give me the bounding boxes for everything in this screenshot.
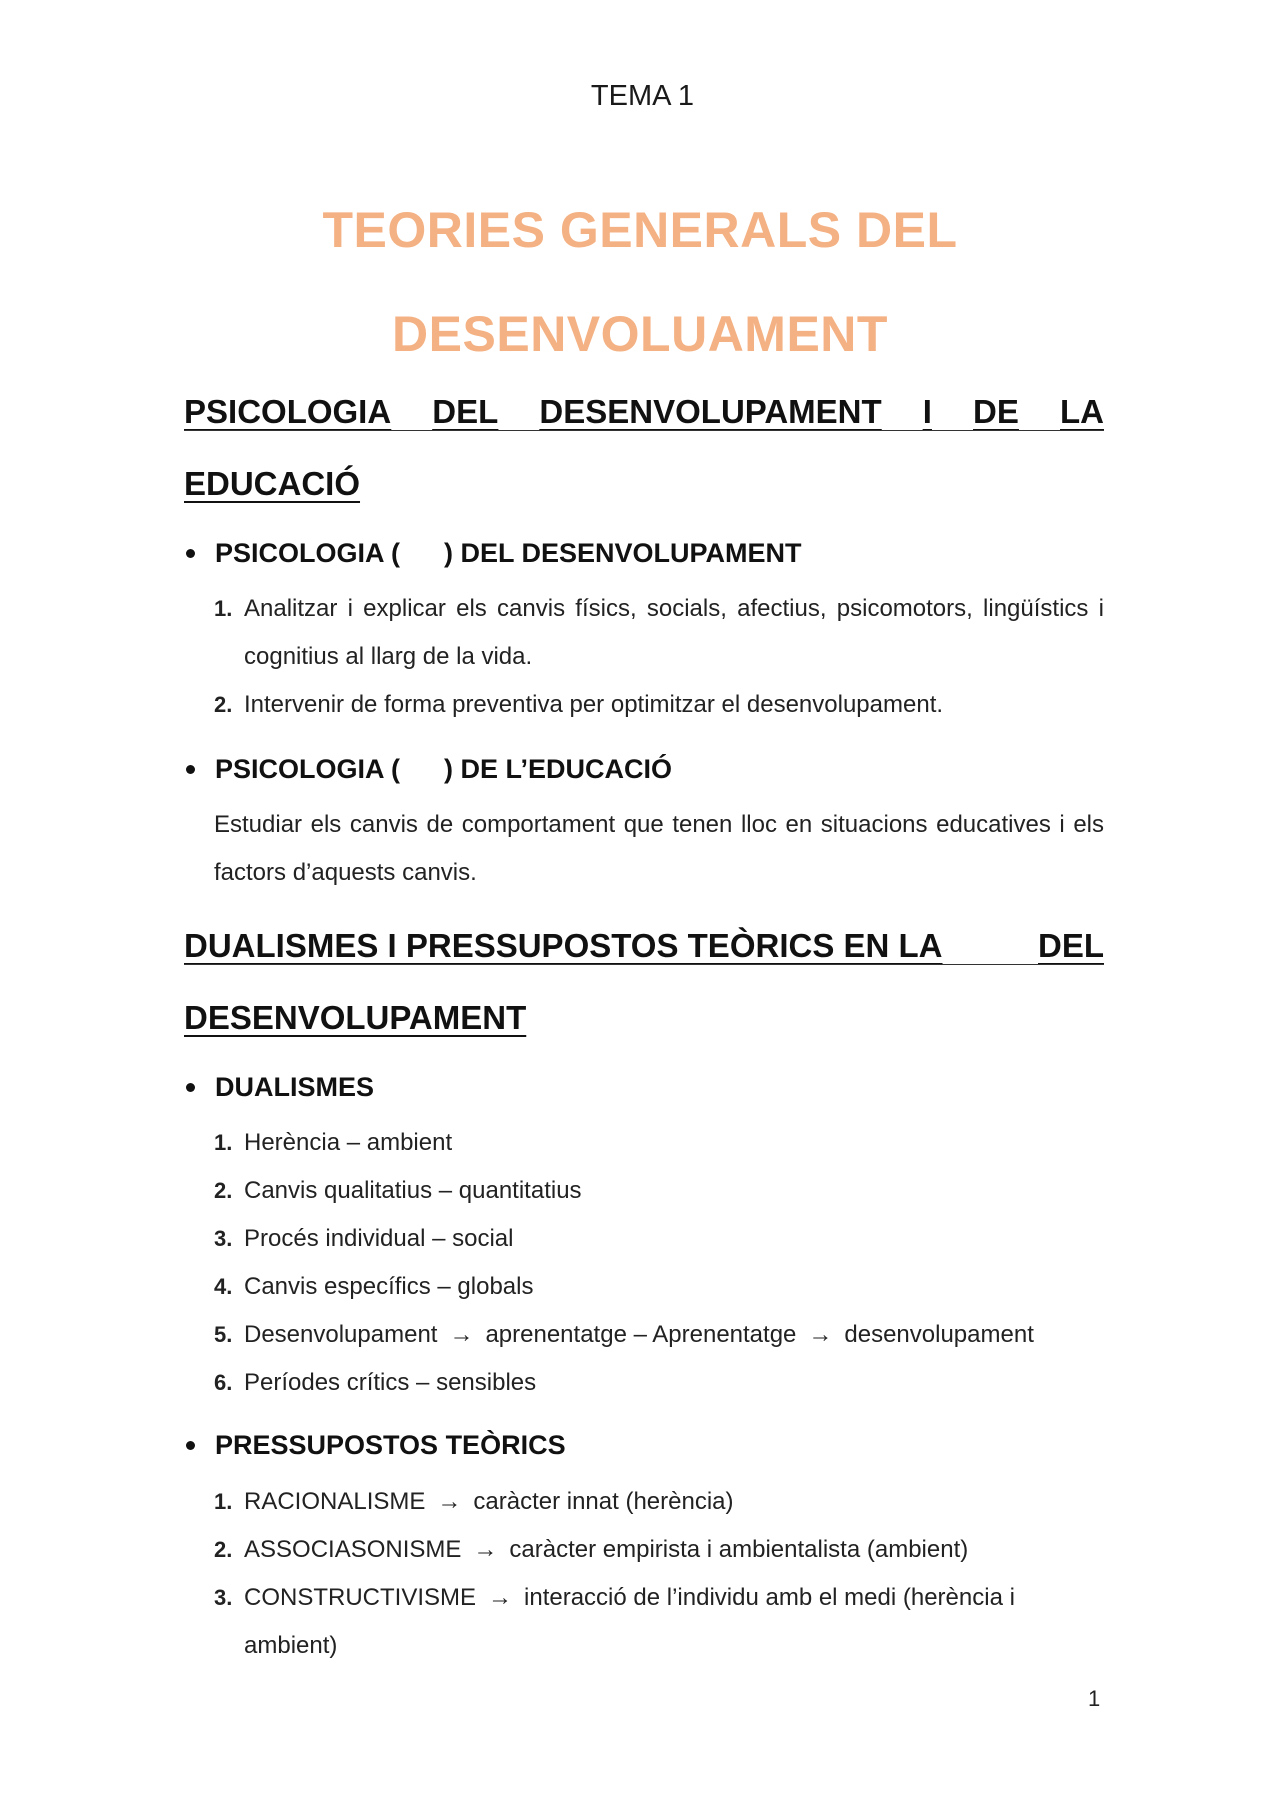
bullet-pressupostos (184, 1430, 1104, 1461)
bullet-dualismes (184, 1072, 1104, 1103)
heading-word: DEL (1038, 927, 1104, 964)
arrow-right-icon: → (437, 1488, 462, 1515)
list-item-part: aprenentatge – Aprenentatge (485, 1321, 797, 1348)
page-number: 1 (1088, 1686, 1101, 1711)
section-heading-line-2 (184, 982, 1104, 1054)
list-number: 1. (214, 1489, 233, 1514)
list-item (214, 1574, 1104, 1670)
list-item-text: Herència – ambient (244, 1129, 453, 1156)
list-item (214, 1167, 1104, 1215)
bullet-title: PRESSUPOSTOS TEÒRICS (215, 1430, 566, 1460)
list-item-text (244, 1311, 1104, 1359)
heading-word: DE (973, 393, 1019, 430)
list-item (214, 585, 1104, 681)
bullet-dot (186, 549, 195, 558)
theory-description: caràcter empirista i ambientalista (ambient) (509, 1536, 969, 1563)
arrow-right-icon: → (473, 1536, 498, 1563)
section-heading-line-1 (184, 910, 1104, 982)
section-heading-dualismes (184, 910, 1104, 1054)
bullet-psicologia-desenvolupament (184, 538, 1104, 569)
list-number: 2. (214, 1537, 233, 1562)
list-number: 1. (214, 1130, 233, 1155)
arrow-right-icon: → (488, 1584, 513, 1611)
list-number: 3. (214, 1585, 233, 1610)
bullet-dot (186, 1083, 195, 1092)
paragraph-educacio: Estudiar els canvis de comportament que tenen lloc en situacions educatives i els factors d’aquests canvis. (214, 811, 1104, 886)
list-number: 3. (214, 1226, 233, 1251)
numbered-list-pressupostos (214, 1478, 1104, 1670)
heading-word: EDUCACIÓ (184, 465, 361, 502)
list-item-part: desenvolupament (844, 1321, 1034, 1348)
bullet-title-start: PSICOLOGIA ( (215, 754, 401, 784)
list-number: 2. (214, 1178, 233, 1203)
list-item (214, 1311, 1104, 1359)
list-number: 4. (214, 1274, 233, 1299)
bullet-title: DUALISMES (215, 1072, 375, 1102)
theory-term: RACIONALISME (244, 1488, 426, 1515)
title-line-2: DESENVOLUAMENT (392, 306, 888, 362)
list-item-text: Intervenir de forma preventiva per optimitzar el desenvolupament. (244, 691, 944, 718)
heading-underline (184, 430, 1104, 431)
list-item-text: Canvis específics – globals (244, 1273, 534, 1300)
heading-word: PSICOLOGIA (184, 393, 392, 430)
list-item-part: Desenvolupament (244, 1321, 438, 1348)
heading-word: I (922, 393, 932, 430)
list-item-text: Períodes crítics – sensibles (244, 1369, 537, 1396)
heading-word: DEL (432, 393, 499, 430)
bullet-dot (186, 1441, 195, 1450)
theory-term: CONSTRUCTIVISME (244, 1584, 477, 1611)
list-item-text (244, 1478, 1104, 1526)
heading-word: LA (1060, 393, 1104, 430)
heading-word: DESENVOLUPAMENT (539, 393, 882, 430)
section-heading-line-2 (184, 448, 1104, 520)
theory-description: interacció de l’individu amb el medi (herència i ambient) (244, 1584, 1015, 1659)
list-number: 1. (214, 596, 233, 621)
theory-term: ASSOCIASONISME (244, 1536, 462, 1563)
list-item (214, 1526, 1104, 1574)
list-item-text: Procés individual – social (244, 1225, 514, 1252)
list-item (214, 1359, 1104, 1407)
heading-underline (184, 964, 1104, 965)
theory-description: caràcter innat (herència) (473, 1488, 734, 1515)
list-item (214, 1119, 1104, 1167)
heading-word: DESENVOLUPAMENT (184, 999, 527, 1036)
list-item (214, 1263, 1104, 1311)
list-item-text: Canvis qualitatius – quantitatius (244, 1177, 582, 1204)
section-heading-psicologia (184, 376, 1104, 520)
numbered-list-dualismes (214, 1119, 1104, 1407)
list-item (214, 1478, 1104, 1526)
header-label (0, 80, 1280, 113)
list-item-text (244, 1526, 1104, 1574)
section-heading-line-1 (184, 376, 1104, 448)
bullet-title-start: PSICOLOGIA ( (215, 538, 401, 568)
bullet-title-end: ) DE L’EDUCACIÓ (444, 754, 673, 784)
header-label-text: TEMA 1 (590, 80, 695, 112)
list-number: 6. (214, 1370, 233, 1395)
list-item-text (244, 1574, 1104, 1670)
heading-word: DUALISMES I PRESSUPOSTOS TEÒRICS EN LA (184, 927, 943, 964)
title-line-1: TEORIES GENERALS DEL (322, 202, 958, 258)
document-title (0, 178, 1280, 386)
list-number: 5. (214, 1322, 233, 1347)
numbered-list-objectives (214, 585, 1104, 729)
arrow-right-icon: → (449, 1321, 474, 1348)
bullet-title-end: ) DEL DESENVOLUPAMENT (444, 538, 802, 568)
list-item-text: Analitzar i explicar els canvis físics, socials, afectius, psicomotors, lingüístics i cognitius al llarg de la vida. (244, 595, 1104, 670)
arrow-right-icon: → (808, 1321, 833, 1348)
bullet-dot (186, 765, 195, 774)
list-item (214, 1215, 1104, 1263)
list-item (214, 681, 1104, 729)
list-number: 2. (214, 692, 233, 717)
bullet-psicologia-educacio (184, 754, 1104, 785)
